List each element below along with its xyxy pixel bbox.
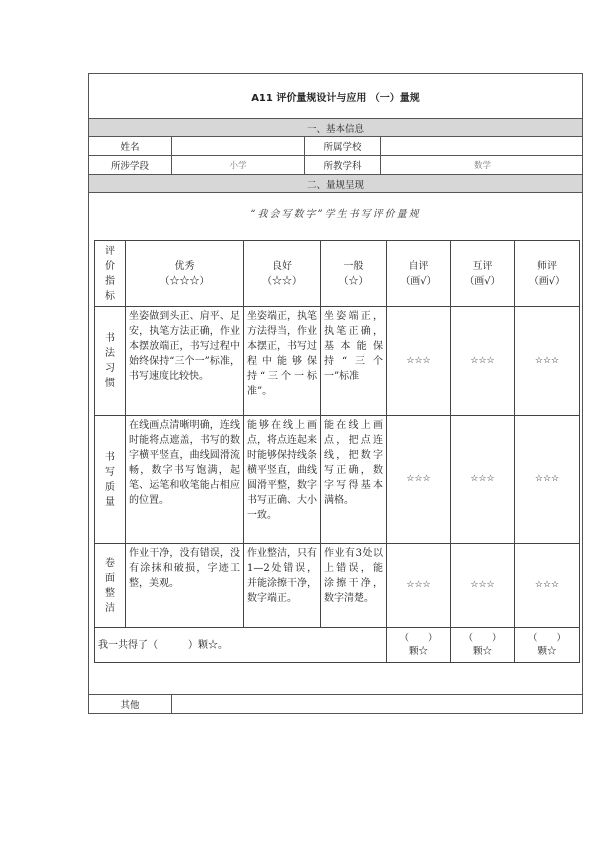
header-indicator: 评价指标	[95, 241, 126, 307]
fair-desc: 坐姿端正，执笔正确，基本能保持“三个一”标准	[321, 307, 387, 416]
indicator-cell: 卷面整洁	[95, 544, 126, 628]
header-teacher-eval: 师评 （画√）	[515, 241, 580, 307]
document-title: A11 评价量规设计与应用 （一）量规	[89, 74, 582, 119]
section-rubric-header: 二、量规呈现	[89, 175, 582, 193]
total-label: 我一共得了（ ）颗☆。	[95, 628, 387, 663]
excellent-desc: 在线画点清晰明确，连线时能将点遮盖，书写的数字横平竖直，曲线圆滑流畅，数字书写饱满，起笔、运笔和收笔能占相应的位置。	[126, 416, 244, 544]
name-label: 姓名	[89, 137, 172, 155]
total-row	[95, 628, 580, 663]
header-excellent: 优秀 （☆☆☆）	[126, 241, 244, 307]
teacher-eval-stars[interactable]: ☆☆☆	[515, 416, 580, 544]
self-eval-stars[interactable]: ☆☆☆	[387, 544, 451, 628]
other-label: 其他	[89, 695, 172, 713]
other-row	[89, 694, 582, 714]
stage-field[interactable]: 小学	[172, 156, 305, 174]
table-row	[95, 416, 580, 544]
good-desc: 坐姿端正，执笔方法得当，作业本摆正，书写过程中能够保持“三个一标准”。	[244, 307, 321, 416]
header-self-eval: 自评 （画√）	[387, 241, 451, 307]
peer-eval-stars[interactable]: ☆☆☆	[451, 307, 515, 416]
header-good: 良好 （☆☆）	[244, 241, 321, 307]
teacher-eval-stars[interactable]: ☆☆☆	[515, 307, 580, 416]
teacher-eval-stars[interactable]: ☆☆☆	[515, 544, 580, 628]
other-field[interactable]	[172, 695, 584, 713]
header-peer-eval: 互评 （画√）	[451, 241, 515, 307]
info-row-1	[89, 137, 582, 156]
school-label: 所属学校	[305, 137, 381, 155]
excellent-desc: 作业干净，没有错误，没有涂抹和破损，字迹工整，美观。	[126, 544, 244, 628]
peer-eval-stars[interactable]: ☆☆☆	[451, 416, 515, 544]
subject-label: 所教学科	[305, 156, 381, 174]
subject-field[interactable]: 数学	[473, 161, 491, 171]
indicator-cell: 书写质量	[95, 416, 126, 544]
header-fair: 一般 （☆）	[321, 241, 387, 307]
school-field[interactable]	[381, 137, 584, 155]
name-field[interactable]	[172, 137, 305, 155]
good-desc: 能够在线上画点，将点连起来时能够保持线条横平竖直，曲线圆滑平整，数字书写正确、大小一致。	[244, 416, 321, 544]
fair-desc: 作业有3处以上错误，能涂擦干净，数字清楚。	[321, 544, 387, 628]
section-basic-info-header: 一、基本信息	[89, 119, 582, 137]
info-row-2	[89, 156, 582, 175]
indicator-cell: 书法习惯	[95, 307, 126, 416]
peer-count[interactable]: （ ） 颗☆	[451, 628, 515, 663]
rubric-header-row	[95, 241, 580, 307]
fair-desc: 能在线上画点，把点连线，把数字写正确，数字写得基本满格。	[321, 416, 387, 544]
rubric-title: “我会写数字”学生书写评价量规	[250, 208, 421, 220]
excellent-desc: 坐姿做到头正、肩平、足安，执笔方法正确，作业本摆放端正，书写过程中始终保持“三个一”标准，书写速度比较快。	[126, 307, 244, 416]
rubric-table	[94, 240, 580, 663]
teacher-count[interactable]: （ ） 颗☆	[515, 628, 580, 663]
good-desc: 作业整洁，只有1—2处错误，并能涂擦干净，数字端正。	[244, 544, 321, 628]
evaluation-form	[88, 73, 583, 714]
self-eval-stars[interactable]: ☆☆☆	[387, 307, 451, 416]
peer-eval-stars[interactable]: ☆☆☆	[451, 544, 515, 628]
self-eval-stars[interactable]: ☆☆☆	[387, 416, 451, 544]
self-count[interactable]: （ ） 颗☆	[387, 628, 451, 663]
table-row	[95, 544, 580, 628]
stage-label: 所涉学段	[89, 156, 172, 174]
table-row	[95, 307, 580, 416]
